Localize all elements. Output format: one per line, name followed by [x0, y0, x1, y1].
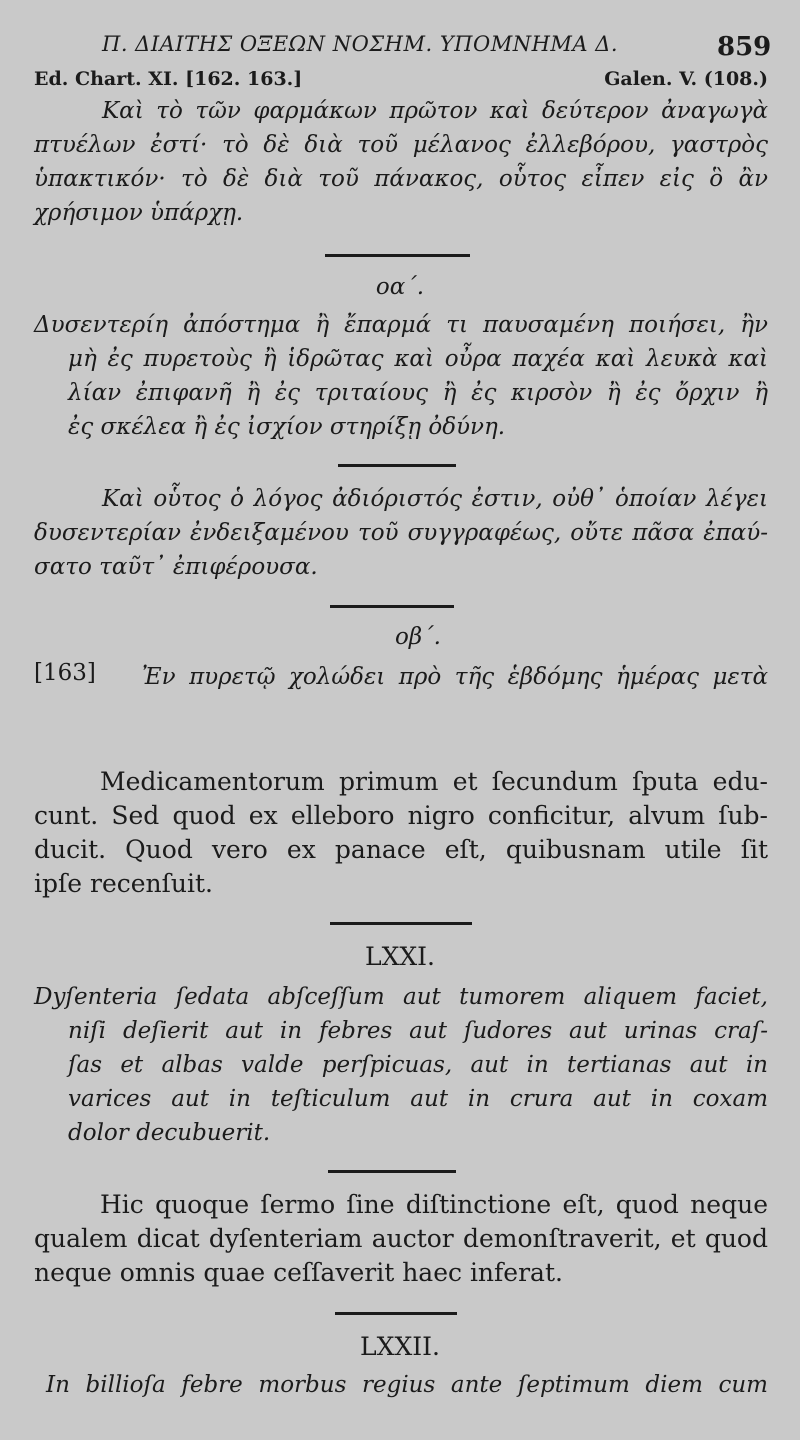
text-line: Καὶ τὸ τῶν φαρμάκων πρῶτον καὶ δεύτερον ἀναγωγὰ — [102, 98, 768, 124]
text-line: neque omnis quae ceſſaverit haec inferat. — [34, 1258, 563, 1287]
text-line: σατο ταῦτ᾽ ἐπιφέρουσα. — [34, 554, 318, 580]
page-number: 859 — [717, 32, 772, 62]
text-line: πτυέλων ἐστί· τὸ δὲ διὰ τοῦ μέλανος ἐλλεβόρου, γαστρὸς — [34, 132, 768, 158]
commentary-71-greek — [34, 482, 768, 584]
text-line: Ἐν πυρετῷ χολώδει πρὸ τῆς ἑβδόμης ἡμέρας μετὰ — [142, 664, 768, 690]
text-line: Dyſenteria ſedata abſceſſum aut tumorem aliquem faciet, — [34, 984, 768, 1010]
text-line: varices aut in teſticulum aut in crura aut in coxam — [68, 1086, 768, 1112]
text-line: Καὶ οὗτος ὁ λόγος ἀδιόριστός ἐστιν, οὐθ᾽ ὁποίαν λέγει — [102, 486, 768, 512]
section-divider — [338, 464, 456, 467]
text-line: niſi deſierit aut in febres aut ſudores aut urinas craſ- — [68, 1018, 768, 1044]
section-divider — [335, 1312, 457, 1315]
latin-intro-paragraph — [34, 765, 768, 901]
edition-reference-left: Ed. Chart. XI. [162. 163.] — [34, 68, 303, 90]
text-line: Medicamentorum primum et ſecundum ſputa edu- — [100, 767, 768, 796]
section-divider — [330, 922, 472, 925]
aphorism-number-greek: οβ΄. — [395, 624, 441, 650]
text-line: ὑπακτικόν· τὸ δὲ διὰ τοῦ πάνακος, οὗτος εἶπεν εἰς ὃ ἂν — [34, 166, 768, 192]
text-line: λίαν ἐπιφανῆ ἢ ἐς τριταίους ἢ ἐς κιρσὸν ἢ ἐς ὄρχιν ἢ — [68, 380, 768, 406]
edition-reference-right: Galen. V. (108.) — [604, 68, 768, 90]
text-line: ipſe recenſuit. — [34, 869, 213, 898]
margin-page-reference: [163] — [34, 660, 96, 686]
commentary-71-latin — [34, 1188, 768, 1290]
aphorism-number-latin: LXXII. — [360, 1332, 440, 1361]
text-line: cunt. Sed quod ex elleboro nigro conficitur, alvum ſub- — [34, 801, 768, 830]
aphorism-72-latin — [34, 1368, 768, 1402]
running-title: Π. ΔΙΑΙΤΗΣ ΟΞΕΩΝ ΝΟΣΗΜ. ΥΠΟΜΝΗΜΑ Δ. — [102, 32, 619, 56]
text-line: μὴ ἐς πυρετοὺς ἢ ἱδρῶτας καὶ οὖρα παχέα καὶ λευκὰ καὶ — [68, 346, 768, 372]
greek-intro-paragraph — [34, 94, 768, 230]
text-line: δυσεντερίαν ἐνδειξαμένου τοῦ συγγραφέως, οὔτε πᾶσα ἐπαύ- — [34, 520, 768, 546]
text-line: In billioſa febre morbus regius ante ſeptimum diem cum — [46, 1372, 768, 1398]
aphorism-72-greek — [142, 660, 768, 694]
section-divider — [325, 254, 470, 257]
text-line: ſas et albas valde perſpicuas, aut in tertianas aut in — [68, 1052, 768, 1078]
section-divider — [330, 605, 454, 608]
text-line: Δυσεντερίη ἀπόστημα ἢ ἔπαρμά τι παυσαμένη ποιήσει, ἢν — [34, 312, 768, 338]
edition-line — [34, 68, 768, 90]
text-line: ἐς σκέλεα ἢ ἐς ἰσχίον στηρίξῃ ὀδύνη. — [68, 414, 506, 440]
page-header — [0, 32, 800, 72]
text-line: Hic quoque ſermo ſine diſtinctione eſt, quod neque — [100, 1190, 768, 1219]
aphorism-71-latin — [34, 980, 768, 1150]
aphorism-number-latin: LXXI. — [364, 942, 436, 971]
section-divider — [328, 1170, 456, 1173]
text-line: χρήσιμον ὑπάρχῃ. — [34, 200, 244, 226]
aphorism-number-greek: οα΄. — [375, 274, 425, 300]
text-line: dolor decubuerit. — [68, 1120, 271, 1146]
text-line: qualem dicat dyſenteriam auctor demonſtraverit, et quod — [34, 1224, 768, 1253]
text-line: ducit. Quod vero ex panace eſt, quibusnam utile ſit — [34, 835, 768, 864]
aphorism-71-greek — [34, 308, 768, 444]
